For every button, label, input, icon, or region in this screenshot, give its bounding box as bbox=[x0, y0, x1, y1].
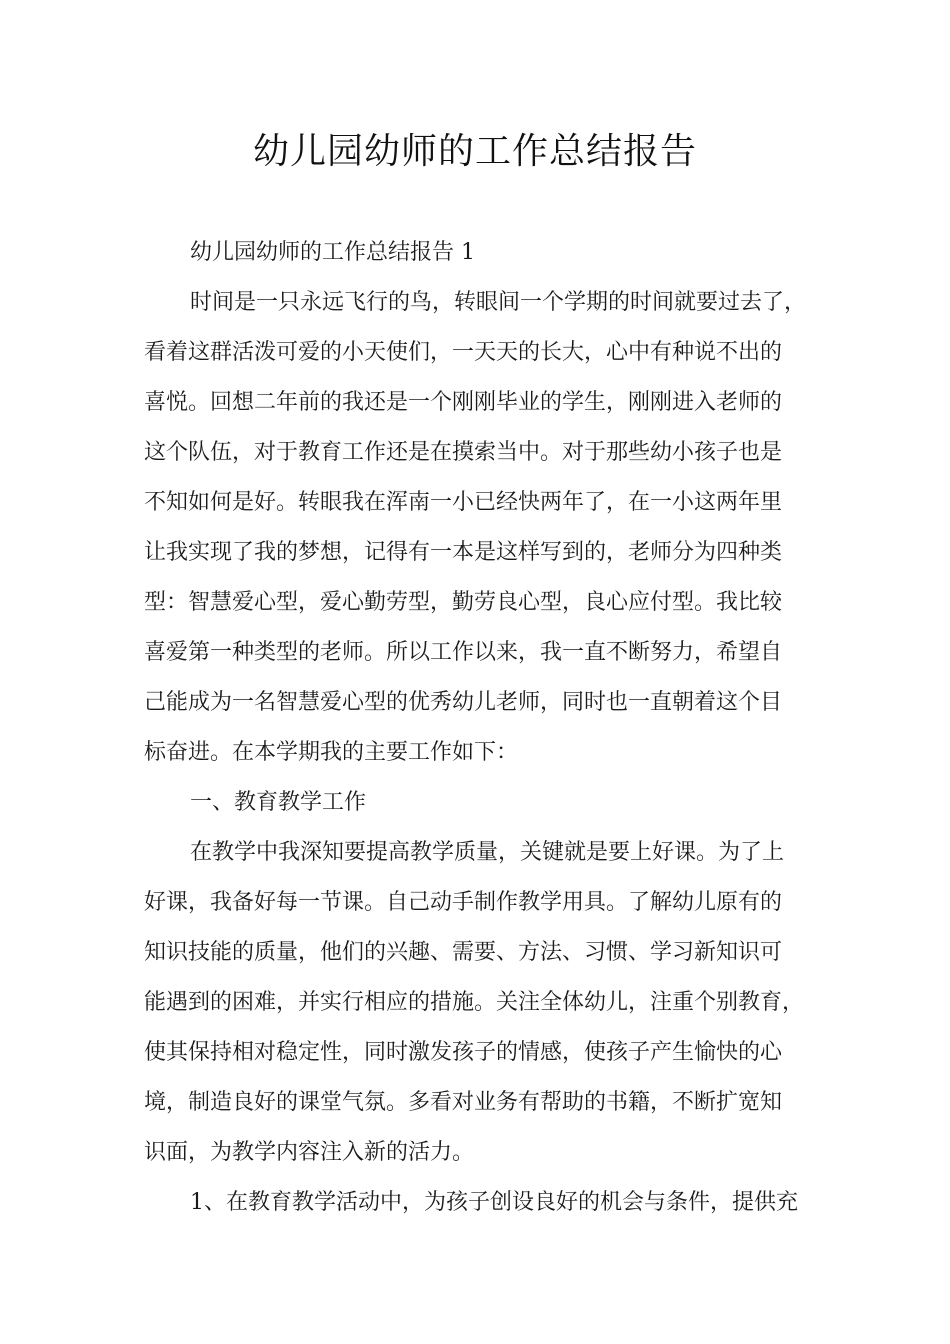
text-line: 幼儿园幼师的工作总结报告 1 bbox=[190, 240, 475, 265]
text-line: 喜悦。回想二年前的我还是一个刚刚毕业的学生，刚刚进入老师的 bbox=[144, 390, 783, 415]
text-line: 在教学中我深知要提高教学质量，关键就是要上好课。为了上 bbox=[190, 840, 785, 865]
text-line: 标奋进。在本学期我的主要工作如下： bbox=[144, 740, 519, 765]
text-line: 喜爱第一种类型的老师。所以工作以来，我一直不断努力，希望自 bbox=[144, 640, 783, 665]
text-line: 识面，为教学内容注入新的活力。 bbox=[144, 1140, 475, 1165]
text-line: 看着这群活泼可爱的小天使们，一天天的长大，心中有种说不出的 bbox=[144, 340, 783, 365]
text-line: 这个队伍，对于教育工作还是在摸索当中。对于那些幼小孩子也是 bbox=[144, 440, 783, 465]
text-line: 不知如何是好。转眼我在浑南一小已经快两年了，在一小这两年里 bbox=[144, 490, 783, 515]
document-body bbox=[144, 228, 806, 1228]
paragraph-intro bbox=[144, 278, 806, 778]
paragraph-subtitle bbox=[144, 228, 806, 278]
text-line: 型：智慧爱心型，爱心勤劳型，勤劳良心型，良心应付型。我比较 bbox=[144, 590, 783, 615]
text-line: 知识技能的质量，他们的兴趣、需要、方法、习惯、学习新知识可 bbox=[144, 940, 783, 965]
text-line: 能遇到的困难，并实行相应的措施。关注全体幼儿，注重个别教育， bbox=[144, 990, 805, 1015]
paragraph-teaching bbox=[144, 828, 806, 1178]
document-title: 幼儿园幼师的工作总结报告 bbox=[252, 131, 697, 172]
text-line: 境，制造良好的课堂气氛。多看对业务有帮助的书籍，不断扩宽知 bbox=[144, 1090, 783, 1115]
text-line: 使其保持相对稳定性，同时激发孩子的情感，使孩子产生愉快的心 bbox=[144, 1040, 783, 1065]
text-line: 让我实现了我的梦想，记得有一本是这样写到的，老师分为四种类 bbox=[144, 540, 783, 565]
text-line: 己能成为一名智慧爱心型的优秀幼儿老师，同时也一直朝着这个目 bbox=[144, 690, 783, 715]
text-line: 好课，我备好每一节课。自己动手制作教学用具。了解幼儿原有的 bbox=[144, 890, 783, 915]
text-line: 1、在教育教学活动中，为孩子创设良好的机会与条件，提供充 bbox=[190, 1190, 798, 1215]
text-line: 一、教育教学工作 bbox=[190, 790, 367, 815]
text-line: 时间是一只永远飞行的鸟，转眼间一个学期的时间就要过去了， bbox=[190, 290, 807, 315]
section-heading bbox=[144, 778, 806, 828]
paragraph-item-1 bbox=[144, 1178, 806, 1228]
